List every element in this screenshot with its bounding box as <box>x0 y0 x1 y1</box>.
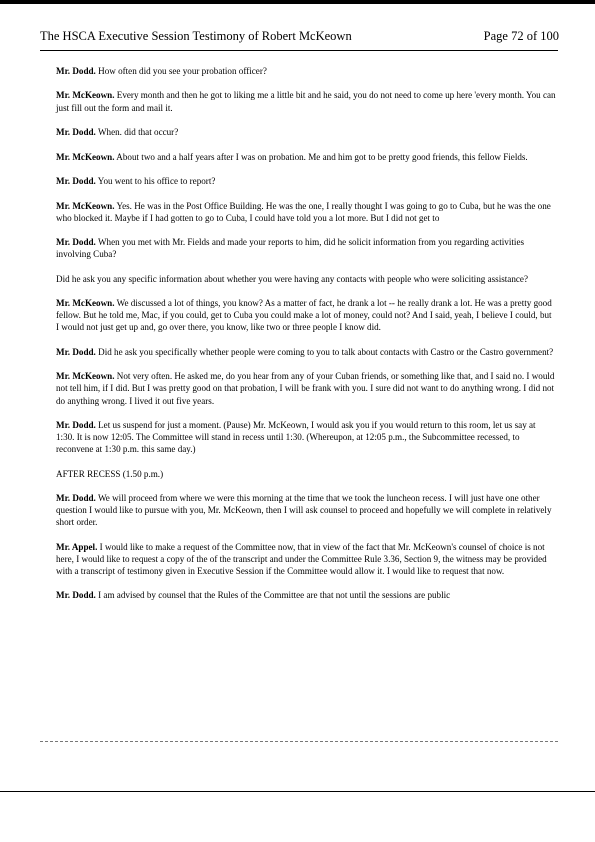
paragraph-text: When. did that occur? <box>97 127 179 138</box>
transcript-paragraph <box>56 236 556 260</box>
transcript-paragraph <box>56 492 556 528</box>
transcript-paragraph <box>56 541 556 577</box>
footer-divider <box>0 791 595 792</box>
transcript-paragraph <box>56 175 556 187</box>
speaker-name: Mr. McKeown. <box>56 298 115 309</box>
paragraph-text: We will proceed from where we were this morning at the time that we took the luncheon recess. I will just have one other question I would like to pursue with you, Mr. McKeown, then I will ask counsel to proceed and hopefully we will complete in relatively short order. <box>56 493 552 528</box>
speaker-name: Mr. McKeown. <box>56 371 115 382</box>
transcript-paragraph <box>56 370 556 406</box>
top-border <box>0 0 595 4</box>
recess-note <box>56 468 556 480</box>
paragraph-text: I would like to make a request of the Committee now, that in view of the fact that Mr. McKeown's counsel of choice is not here, I would like to request a copy of the of the transcript and under the Committee Rule 3.36, Section 9, the witness may be provided with a transcript of testimony given in Executive Session if the Committee would allow it. I would like to request that now. <box>56 541 547 576</box>
transcript-paragraph <box>56 346 556 358</box>
paragraph-text: About two and a half years after I was on probation. Me and him got to be pretty good friends, this fellow Fields. <box>116 151 528 162</box>
paragraph-text: I am advised by counsel that the Rules of the Committee are that not until the sessions are public <box>98 590 451 601</box>
document-title: The HSCA Executive Session Testimony of Robert McKeown <box>40 29 352 43</box>
speaker-name: Mr. Appel. <box>56 541 98 552</box>
paragraph-text: Every month and then he got to liking me a little bit and he said, you do not need to come up here 'every month. You can just fill out the form and mail it. <box>56 90 556 113</box>
paragraph-text: How often did you see your probation officer? <box>98 66 267 76</box>
speaker-name: Mr. Dodd. <box>56 176 96 187</box>
transcript-paragraph <box>56 589 556 601</box>
speaker-name: Mr. McKeown. <box>56 90 115 101</box>
transcript-paragraph <box>56 126 556 138</box>
speaker-name: Mr. McKeown. <box>56 200 115 211</box>
transcript-paragraph <box>56 297 556 333</box>
paragraph-text: We discussed a lot of things, you know? As a matter of fact, he drank a lot -- he really drank a lot. He was a pretty good fellow. But he told me, Mac, if you could, get to Cuba you could make a lot of money, could not? And I said, yeah, I believe I could, but I would not just get up and, go over there, you know, like two or three people I know did. <box>56 298 552 333</box>
speaker-name: Mr. Dodd. <box>56 66 96 76</box>
transcript-paragraph <box>56 151 556 163</box>
transcript-paragraph <box>56 65 556 77</box>
speaker-name: Mr. McKeown. <box>56 151 115 162</box>
paragraph-text: Did he ask you specifically whether people were coming to you to talk about contacts with Castro or the Castro government? <box>98 346 554 357</box>
speaker-name: Mr. Dodd. <box>56 237 96 248</box>
paragraph-text: Let us suspend for just a moment. (Pause) Mr. McKeown, I would ask you if you would return to this room, let us say at 1:30. It is now 12:05. The Committee will stand in recess until 1:30. (Whereupon, at 12:05 p.m., the Subcommittee recessed, to reconvene at 1:30 p.m. this same day.) <box>56 419 536 455</box>
paragraph-text: Yes. He was in the Post Office Building. He was the one, I really thought I was going to go to Cuba, but he was the one who blocked it. Maybe if I had gotten to go to Cuba, I could have told you a lot more. But I did not get to <box>56 200 551 223</box>
paragraph-text: Not very often. He asked me, do you hear from any of your Cuban friends, or something like that, and I said no. I would not tell him, if I did. But I was pretty good on that probation, I will be frank with you. I sure did not want to do anything wrong. I did not do anything wrong. I lived it out five years. <box>56 371 555 406</box>
transcript-body <box>56 65 556 614</box>
paragraph-text: You went to his office to report? <box>97 176 216 187</box>
speaker-name: Mr. Dodd. <box>56 346 96 357</box>
speaker-name: Mr. Dodd. <box>56 419 96 430</box>
transcript-paragraph <box>56 273 556 285</box>
transcript-paragraph <box>56 89 556 113</box>
speaker-name: Mr. Dodd. <box>56 127 96 138</box>
speaker-name: Mr. Dodd. <box>56 590 96 601</box>
transcript-paragraph <box>56 200 556 224</box>
paragraph-text: AFTER RECESS (1.50 p.m.) <box>56 468 164 479</box>
transcript-paragraph <box>56 419 556 455</box>
cut-off-line <box>40 741 558 742</box>
speaker-name: Mr. Dodd. <box>56 493 96 504</box>
paragraph-text: When you met with Mr. Fields and made your reports to him, did he solicit information from you regarding activities involving Cuba? <box>56 237 525 260</box>
page-number: Page 72 of 100 <box>483 29 559 43</box>
paragraph-text: Did he ask you any specific information about whether you were having any contacts with people who were soliciting assistance? <box>56 273 528 284</box>
header-divider <box>40 50 558 51</box>
